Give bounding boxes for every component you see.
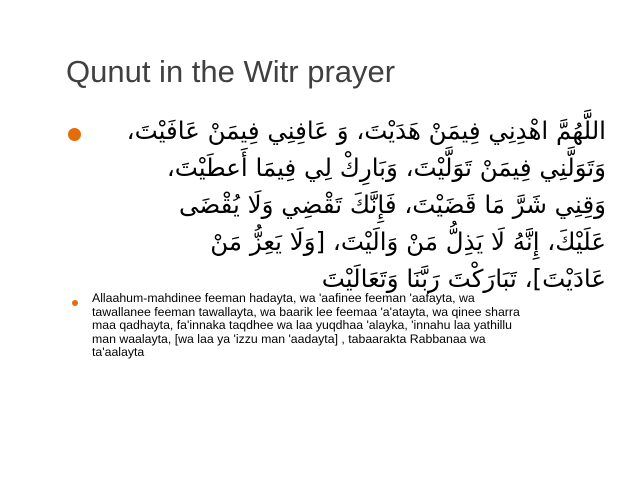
transliteration-line: tawallanee feeman tawallayta, wa baarik lee feemaa 'a'atayta, wa qinee sharra (92, 304, 520, 319)
arabic-line: اللَّهُمَّ اهْدِنِي فِيمَنْ هَدَيْتَ، وَ عَافِنِي فِيمَنْ عَافَيْتَ، (126, 116, 606, 145)
transliteration-line: Allaahum-mahdinee feeman hadayta, wa 'aafinee feeman 'aafayta, wa (92, 291, 475, 305)
arabic-line: وَتَوَلَّنِي فِيمَنْ تَوَلَّيْتَ، وَبَارِكْ لِي فِيمَا أَعطَيْتَ، (166, 153, 606, 182)
transliteration-line: ta'aalayta (92, 345, 145, 360)
bullet-dot-1 (68, 128, 81, 141)
bullet-dot-2 (72, 300, 78, 306)
transliteration-line: maa qadhayta, fa'innaka taqdhee wa laa yuqdhaa 'alayka, 'innahu laa yathillu (92, 318, 512, 333)
slide-title: Qunut in the Witr prayer (66, 54, 396, 89)
transliteration-line: man waalayta, [wa laa ya 'izzu man 'aadayta] , tabaarakta Rabbanaa wa (92, 331, 486, 346)
arabic-line: عَادَيْتَ]، تَبَارَكْتَ رَبَّنَا وَتَعَالَيْتَ (321, 264, 606, 293)
arabic-line: وَقِنِي شَرَّ مَا قَضَيْتَ، فَإِنَّكَ تَقْضِي وَلَا يُقْضَى (178, 190, 606, 219)
arabic-dua-text (92, 112, 606, 297)
transliteration-text (92, 292, 572, 360)
arabic-line: عَلَيْكَ، إِنَّهُ لَا يَذِلُّ مَنْ وَالَيْتَ، [وَلَا يَعِزُّ مَنْ (210, 227, 606, 256)
